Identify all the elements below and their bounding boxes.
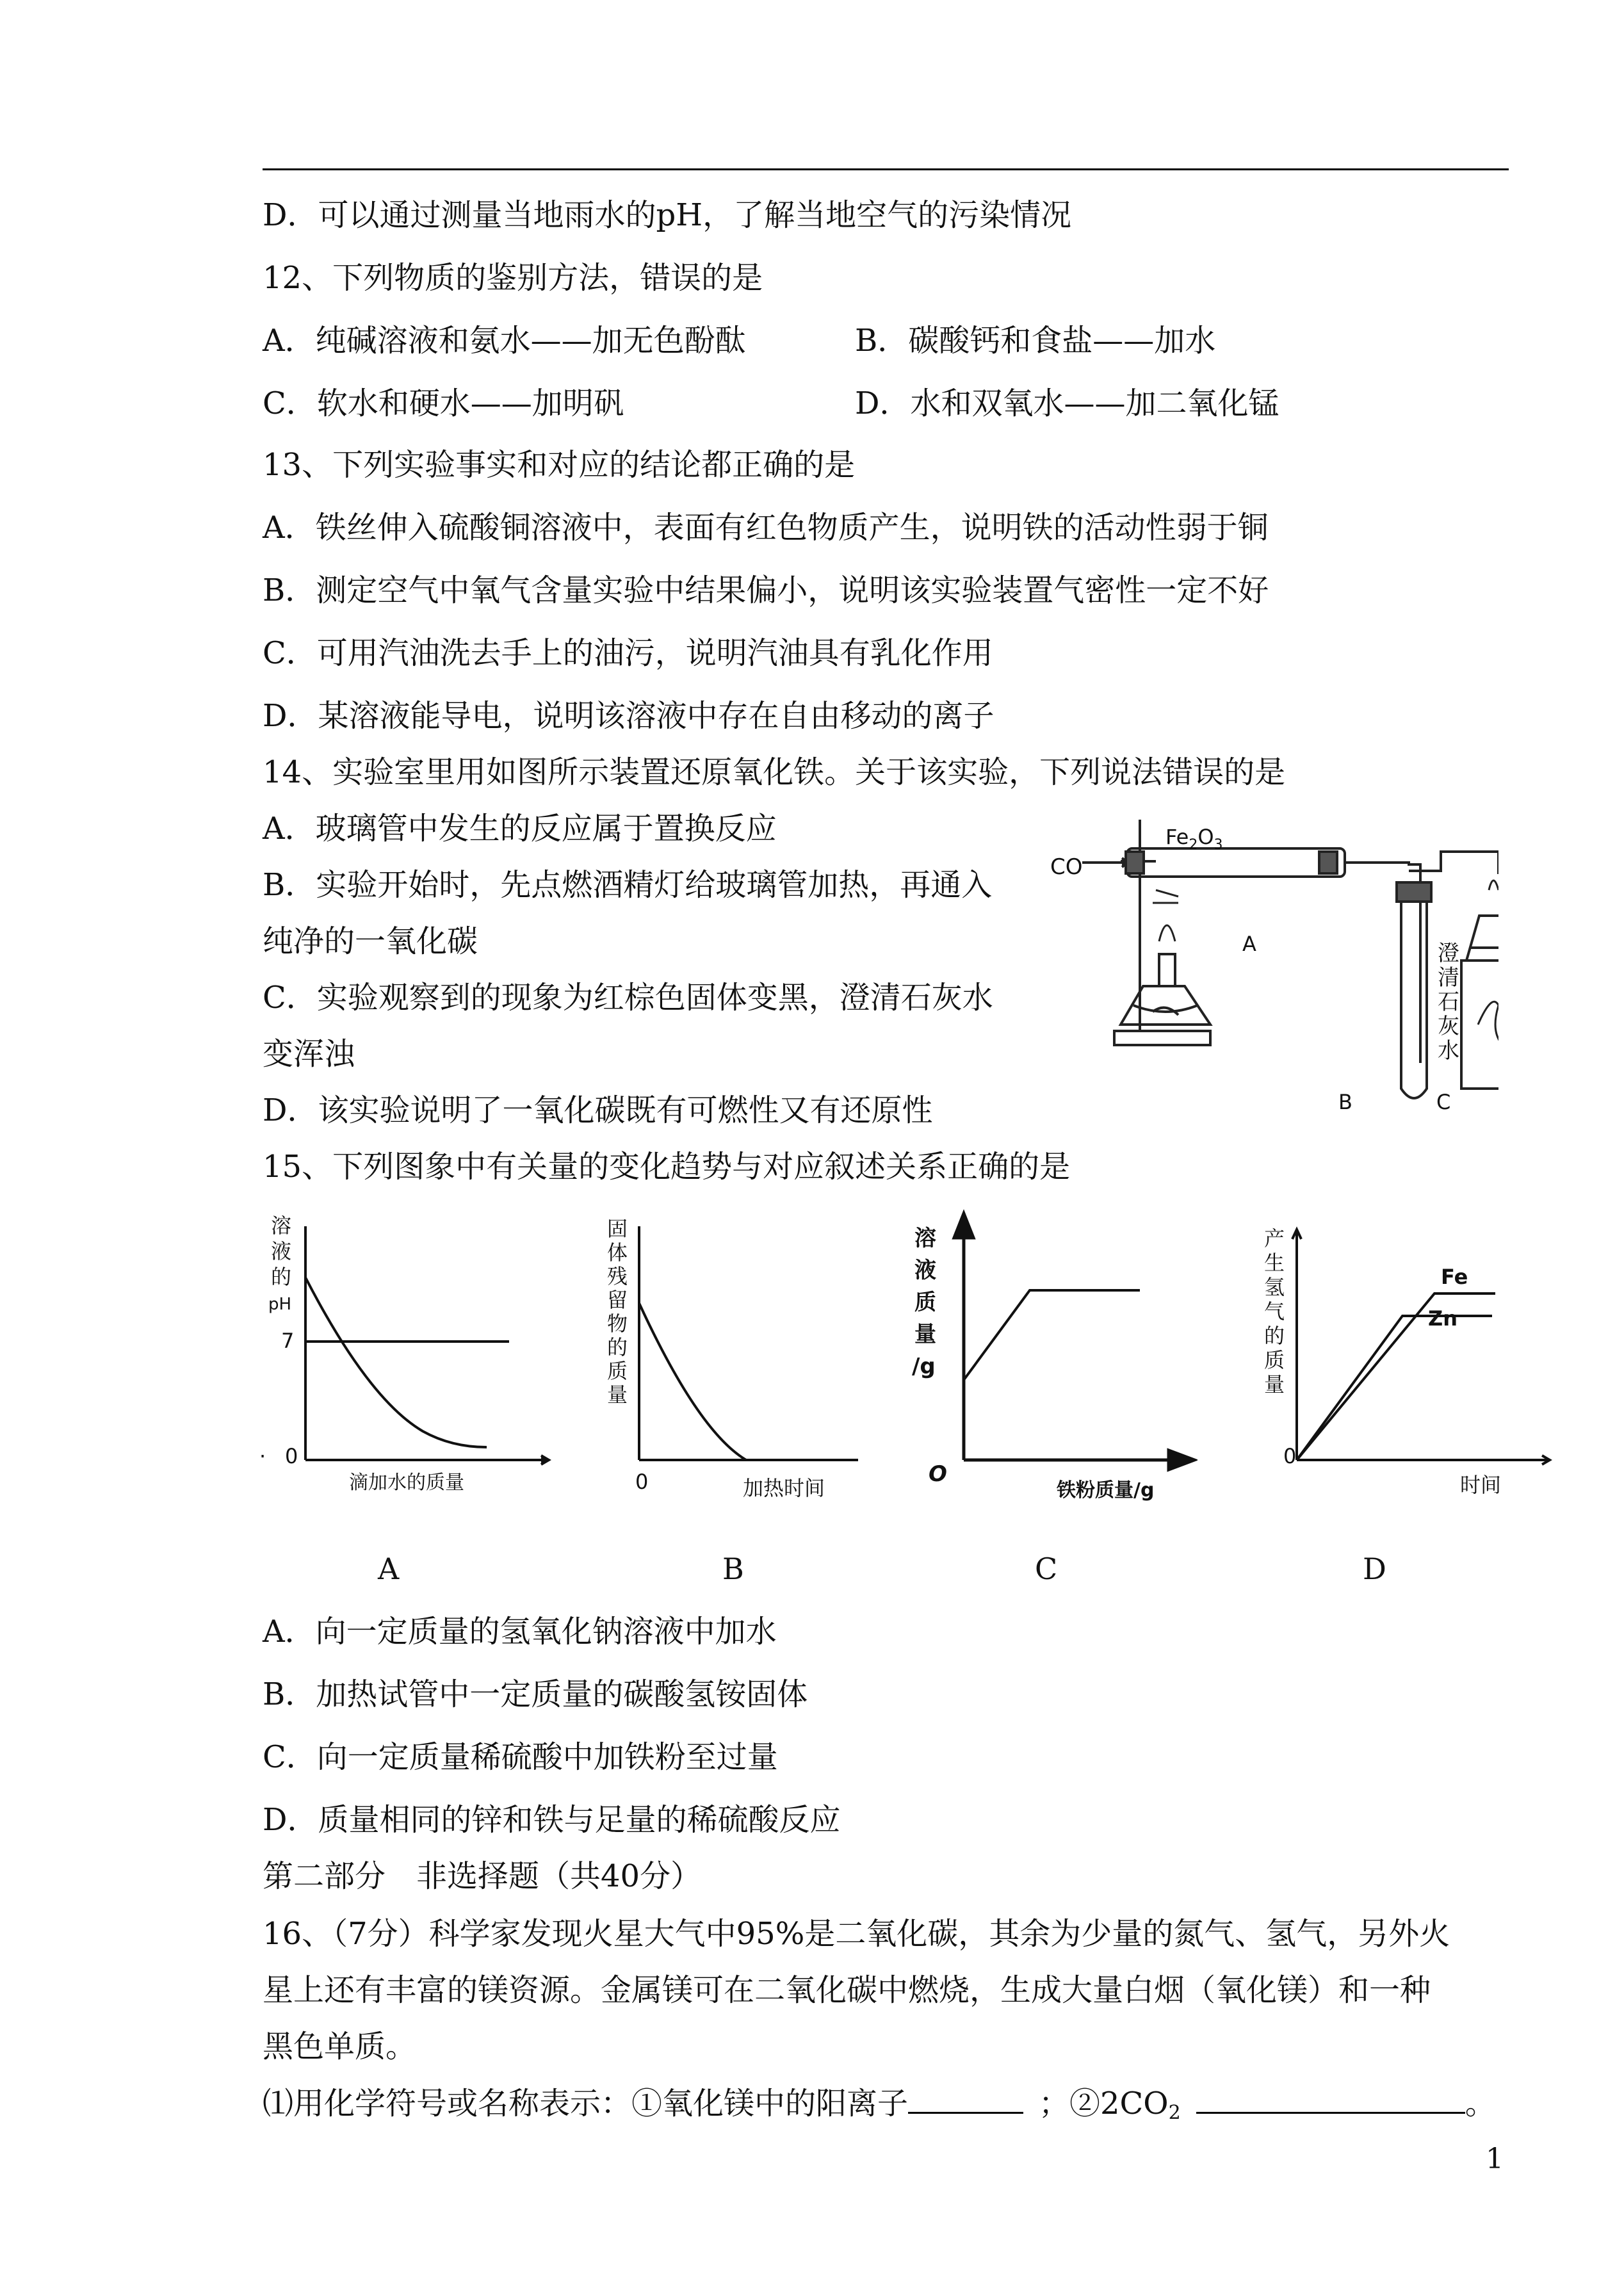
- apparatus-label-b: B: [1338, 1090, 1352, 1114]
- q14-option-b-line2: 纯净的一氧化碳: [263, 923, 478, 959]
- co-label: CO: [1050, 854, 1083, 880]
- q16-subquestion-1: ⑴用化学符号或名称表示：①氧化镁中的阳离子 ；$②2CO_2$ 。: [263, 2084, 1496, 2132]
- svg-text:的: 的: [271, 1265, 292, 1289]
- q12-option-b: B．碳酸钙和食盐——加水: [855, 323, 1216, 359]
- q12-option-a: A．纯碱溶液和氨水——加无色酚酞: [263, 323, 746, 359]
- graph-a: [259, 1207, 554, 1508]
- q14-option-c-line1: C．实验观察到的现象为红棕色固体变黑，澄清石灰水: [263, 980, 993, 1016]
- q12-option-d: D．水和双氧水——加二氧化锰: [855, 385, 1279, 421]
- svg-text:生: 生: [1264, 1251, 1285, 1275]
- svg-text:气: 气: [1264, 1299, 1285, 1324]
- part-two-heading: 第二部分 非选择题（共40分）: [263, 1858, 702, 1894]
- graph-b: [596, 1207, 865, 1508]
- svg-text:残: 残: [607, 1264, 628, 1288]
- svg-text:/g: /g: [912, 1354, 936, 1379]
- svg-text:质: 质: [914, 1290, 936, 1315]
- graph-c: [909, 1207, 1198, 1508]
- svg-text:产: 产: [1264, 1226, 1285, 1251]
- svg-text:0: 0: [1283, 1444, 1297, 1468]
- q15-option-a: A．向一定质量的氢氧化钠溶液中加水: [263, 1614, 777, 1650]
- q13-option-d: D．某溶液能导电，说明该溶液中存在自由移动的离子: [263, 698, 995, 734]
- svg-text:物: 物: [607, 1311, 628, 1336]
- svg-text:的: 的: [1264, 1324, 1285, 1348]
- svg-text:Zn: Zn: [1428, 1306, 1458, 1331]
- graph-label-c: C: [1035, 1552, 1058, 1586]
- svg-text:·: ·: [259, 1444, 266, 1468]
- svg-text:固: 固: [607, 1217, 628, 1241]
- svg-text:量: 量: [1264, 1372, 1285, 1397]
- graph-label-a: A: [378, 1552, 400, 1586]
- svg-text:水: 水: [1438, 1038, 1459, 1064]
- zn-line: [1297, 1316, 1492, 1460]
- svg-text:留: 留: [607, 1288, 628, 1312]
- apparatus-label-a: A: [1242, 932, 1256, 956]
- q13-option-c: C．可用汽油洗去手上的油污，说明汽油具有乳化作用: [263, 635, 993, 671]
- ph-curve: [305, 1277, 487, 1447]
- svg-text:O: O: [929, 1461, 947, 1487]
- svg-text:溶: 溶: [271, 1213, 292, 1238]
- svg-text:0: 0: [635, 1470, 649, 1494]
- svg-text:量: 量: [914, 1322, 936, 1347]
- svg-text:清: 清: [1438, 965, 1459, 991]
- svg-text:7: 7: [281, 1329, 295, 1353]
- residue-curve: [639, 1303, 746, 1460]
- svg-text:Fe: Fe: [1441, 1265, 1468, 1289]
- svg-text:体: 体: [607, 1240, 628, 1265]
- svg-text:液: 液: [271, 1239, 292, 1263]
- q15-stem: 15、下列图象中有关量的变化趋势与对应叙述关系正确的是: [263, 1149, 1071, 1185]
- graph-label-b: B: [722, 1552, 744, 1586]
- q14-option-c-line2: 变浑浊: [263, 1036, 355, 1072]
- svg-text:量: 量: [607, 1383, 628, 1407]
- svg-text:质: 质: [607, 1359, 628, 1383]
- q13-stem: 13、下列实验事实和对应的结论都正确的是: [263, 447, 856, 483]
- answer-blank-cation[interactable]: [908, 2084, 1023, 2114]
- limewater-label: [1438, 941, 1459, 1064]
- page-number: 1: [1486, 2143, 1504, 2175]
- svg-text:质: 质: [1264, 1348, 1285, 1372]
- graph-label-d: D: [1363, 1552, 1386, 1586]
- svg-text:铁粉质量/g: 铁粉质量/g: [1057, 1479, 1155, 1502]
- svg-text:的: 的: [607, 1335, 628, 1359]
- svg-text:滴加水的质量: 滴加水的质量: [349, 1472, 464, 1494]
- q14-option-d: D．该实验说明了一氧化碳既有可燃性又有还原性: [263, 1092, 933, 1128]
- fe-curve: [1297, 1293, 1495, 1460]
- header-rule: [263, 168, 1509, 170]
- q12-stem: 12、下列物质的鉴别方法，错误的是: [263, 260, 763, 296]
- q16-line3: 黑色单质。: [263, 2029, 417, 2064]
- svg-text:澄: 澄: [1438, 941, 1459, 966]
- q16-line1: 16、（7分）科学家发现火星大气中95%是二氧化碳，其余为少量的氮气、氢气，另外火: [263, 1916, 1450, 1952]
- q16-line2: 星上还有丰富的镁资源。金属镁可在二氧化碳中燃烧，生成大量白烟（氧化镁）和一种: [263, 1972, 1431, 2008]
- graph-d: [1255, 1207, 1556, 1508]
- q14-stem: 14、实验室里用如图所示装置还原氧化铁。关于该实验，下列说法错误的是: [263, 754, 1286, 790]
- q15-option-c: C．向一定质量稀硫酸中加铁粉至过量: [263, 1739, 778, 1775]
- answer-blank-2co2[interactable]: [1196, 2084, 1465, 2114]
- q13-option-a: A．铁丝伸入硫酸铜溶液中，表面有红色物质产生，说明铁的活动性弱于铜: [263, 510, 1269, 546]
- svg-text:液: 液: [914, 1258, 936, 1283]
- q15-option-d: D．质量相同的锌和铁与足量的稀硫酸反应: [263, 1802, 841, 1838]
- apparatus-label-c: C: [1436, 1090, 1451, 1114]
- svg-text:溶: 溶: [914, 1226, 936, 1251]
- q13-option-b: B．测定空气中氧气含量实验中结果偏小，说明该实验装置气密性一定不好: [263, 572, 1269, 608]
- q14-option-b-line1: B．实验开始时，先点燃酒精灯给玻璃管加热，再通入: [263, 867, 993, 903]
- q15-option-b: B．加热试管中一定质量的碳酸氢铵固体: [263, 1676, 808, 1712]
- solution-mass-line: [964, 1290, 1140, 1380]
- fe2o3-label: $Fe_2O_3$: [1165, 825, 1223, 853]
- svg-text:灰: 灰: [1438, 1014, 1459, 1039]
- svg-text:时间: 时间: [1460, 1473, 1502, 1497]
- q14-option-a: A．玻璃管中发生的反应属于置换反应: [263, 811, 777, 847]
- reduction-apparatus-diagram: [1050, 813, 1498, 1133]
- svg-text:氢: 氢: [1264, 1275, 1285, 1299]
- svg-text:石: 石: [1438, 989, 1459, 1015]
- q12-option-c: C．软水和硬水——加明矾: [263, 385, 624, 421]
- svg-text:0: 0: [285, 1444, 298, 1468]
- svg-text:加热时间: 加热时间: [743, 1476, 825, 1500]
- q11-option-d: D．可以通过测量当地雨水的pH，了解当地空气的污染情况: [263, 197, 1072, 233]
- svg-text:pH: pH: [268, 1295, 292, 1314]
